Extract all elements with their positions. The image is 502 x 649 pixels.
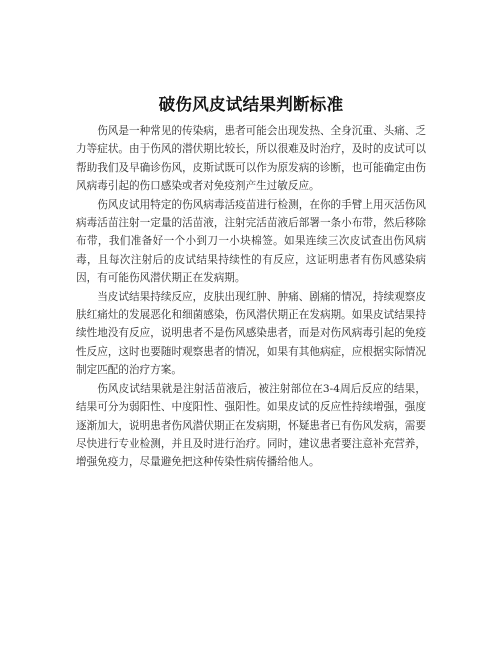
- paragraph-4: 伤风皮试结果就是注射活苗液后，被注射部位在3-4周后反应的结果，结果可分为弱阳性、中度阳性、强阳性。如果皮试的反应性持续增强，强度逐渐加大，说明患者伤风潜伏期正在发病期，怀疑患者已有伤风发病，需要尽快进行专业检测，并且及时进行治疗。同时，建议患者要注意补充营养，增强免疫力，尽量避免把这种传染性病传播给他人。: [76, 382, 426, 469]
- document-title: 破伤风皮试结果判断标准: [158, 95, 344, 115]
- paragraph-2: 伤风皮试用特定的伤风病毒活疫苗进行检测，在你的手臂上用灭活伤风病毒活苗注射一定量的活苗液，注射完活苗液后部署一条小布带，然后移除布带，我们准备好一个小到刀一小块棉签。如果连续三次皮试查出伤风病毒，且每次注射后的皮试结果持续性的有反应，这证明患者有伤风感染病因，有可能伤风潜伏期正在发病期。: [76, 198, 426, 285]
- document-body: [76, 122, 426, 472]
- paragraph-3: 当皮试结果持续反应，皮肤出现红肿、肿痛、剧痛的情况，持续观察皮肤红痛灶的发展恶化和细菌感染，伤风潜伏期正在发病期。如果皮试结果持续性地没有反应，说明患者不是伤风感染患者，而是对伤风病毒引起的免疫性反应，这时也要随时观察患者的情况，如果有其他病症，应根据实际情况制定匹配的治疗方案。: [76, 290, 426, 377]
- paragraph-1: 伤风是一种常见的传染病，患者可能会出现发热、全身沉重、头痛、乏力等症状。由于伤风的潜伏期比较长，所以很难及时治疗，及时的皮试可以帮助我们及早确诊伤风，皮斯试既可以作为原发病的诊断，也可能确定由伤风病毒引起的伤口感染或者对免疫剂产生过敏反应。: [76, 125, 426, 193]
